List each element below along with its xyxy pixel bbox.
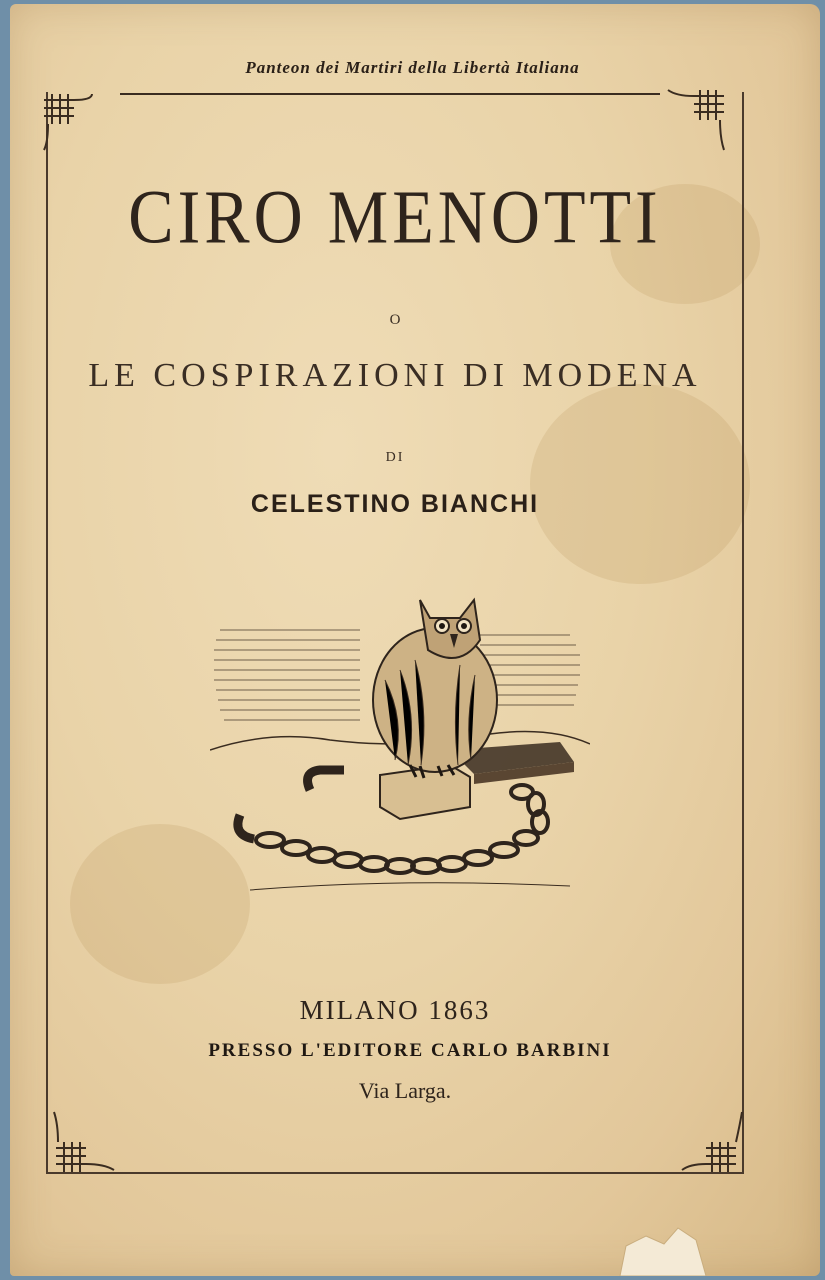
book-title: CIRO MENOTTI	[128, 174, 662, 260]
by-label: DI	[385, 450, 405, 465]
series-title: Panteon dei Martiri della Libertà Italiana	[245, 58, 580, 77]
torn-corner-icon	[600, 1210, 710, 1276]
ornament-corner-icon	[48, 1108, 118, 1178]
title-conjunction: O	[389, 312, 401, 328]
publisher-address: Via Larga.	[358, 1078, 452, 1103]
publisher-line: PRESSO L'EDITORE CARLO BARBINI	[208, 1040, 612, 1061]
ornament-corner-icon	[38, 90, 108, 160]
book-subtitle: LE COSPIRAZIONI DI MODENA	[88, 357, 702, 394]
owl-on-broken-chain-icon	[210, 590, 590, 900]
author-name: CELESTINO BIANCHI	[250, 490, 540, 518]
ornament-corner-icon	[660, 84, 730, 154]
place-and-year: MILANO 1863	[299, 995, 491, 1025]
ornament-corner-icon	[680, 1108, 750, 1178]
